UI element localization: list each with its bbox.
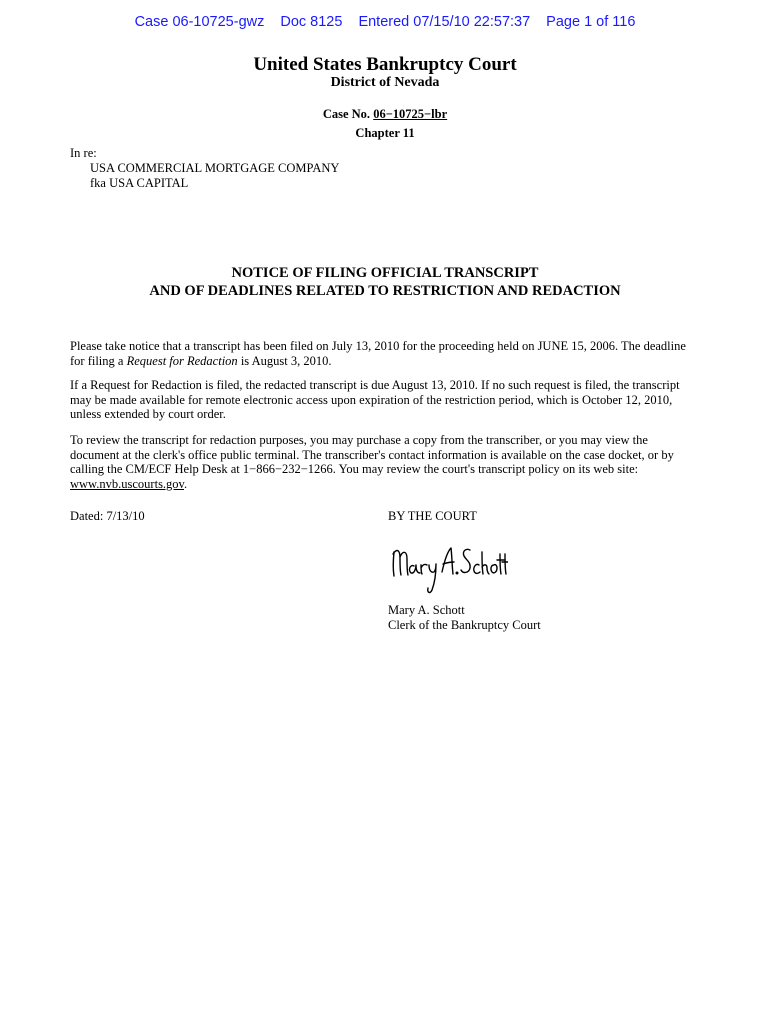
in-re-block: [70, 146, 339, 191]
paragraph-review-transcript: [70, 433, 700, 491]
p1-italic-term: Request for Redaction: [126, 353, 238, 368]
debtor-fka: fka USA CAPITAL: [90, 176, 189, 190]
by-the-court: BY THE COURT: [388, 509, 477, 523]
case-number: 06−10725−lbr: [373, 107, 448, 121]
notice-title-line-2: AND OF DEADLINES RELATED TO RESTRICTION AND REDACTION: [149, 283, 621, 299]
stamp-case: Case 06-10725-gwz: [134, 14, 265, 30]
notice-title: [0, 264, 770, 300]
clerk-title: Clerk of the Bankruptcy Court: [388, 618, 541, 632]
stamp-entered: Entered 07/15/10 22:57:37: [358, 14, 531, 30]
clerk-signature-block: [388, 603, 541, 633]
p1-text-before: Please take notice that a transcript has been filed on July 13, 2010 for the proceeding held on JUNE 15, 2006. The deadline for filing a: [70, 339, 686, 368]
case-number-label: Case No.: [322, 107, 374, 121]
court-district: District of Nevada: [330, 75, 440, 90]
court-website-link[interactable]: www.nvb.uscourts.gov: [70, 476, 184, 491]
handwritten-signature: [388, 538, 508, 605]
docket-header-stamp: [0, 14, 770, 30]
signature-image: [388, 538, 508, 600]
p1-text-after: is August 3, 2010.: [237, 353, 332, 368]
notice-title-line-1: NOTICE OF FILING OFFICIAL TRANSCRIPT: [231, 265, 539, 281]
clerk-name: Mary A. Schott: [388, 603, 465, 617]
court-title: United States Bankruptcy Court: [253, 54, 517, 75]
debtor-name: USA COMMERCIAL MORTGAGE COMPANY: [90, 161, 340, 175]
paragraph-filing-notice: [70, 339, 700, 368]
p3-text-before: To review the transcript for redaction purposes, you may purchase a copy from the transcriber, or you may view the document at the clerk's office public terminal. The transcriber's contact information is available on the case docket, or by calling the CM/ECF Help Desk at 1−866−232−1266. You may review the court's transcript policy on its web site:: [70, 433, 674, 476]
in-re-label: In re:: [70, 146, 97, 160]
case-number-line: [0, 107, 770, 122]
dated: Dated: 7/13/10: [70, 509, 145, 523]
paragraph-redaction-deadline: If a Request for Redaction is filed, the redacted transcript is due August 13, 2010. If no such request is filed, the transcript may be made available for remote electronic access upon expiration of the restriction period, which is October 12, 2010, unless extended by court order.: [70, 378, 680, 421]
stamp-doc: Doc 8125: [280, 14, 343, 30]
chapter: Chapter 11: [355, 126, 415, 140]
stamp-page: Page 1 of 116: [546, 14, 636, 30]
p3-text-after: .: [184, 476, 188, 491]
